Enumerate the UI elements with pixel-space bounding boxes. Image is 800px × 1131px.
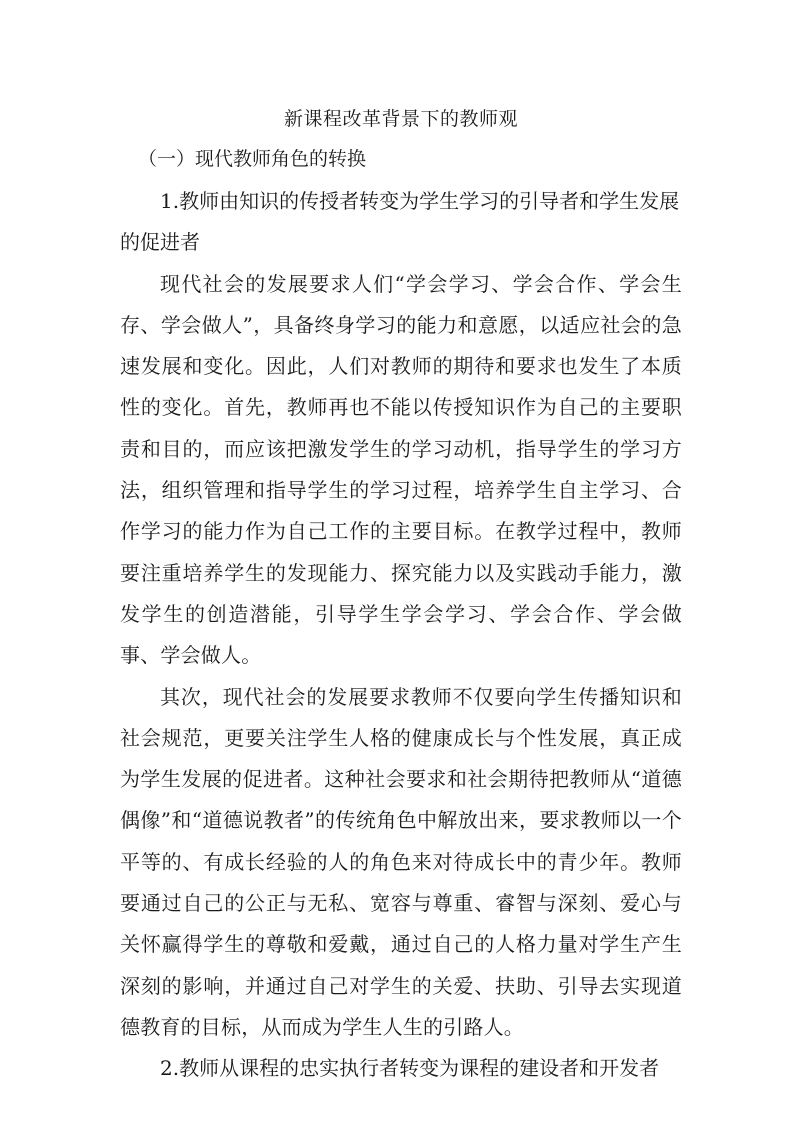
- subheading-1: 1.教师由知识的传授者转变为学生学习的引导者和学生发展的促进者: [120, 189, 680, 255]
- subheading-2: 2.教师从课程的忠实执行者转变为课程的建设者和开发者: [160, 1056, 660, 1081]
- document-title: 新课程改革背景下的教师观: [283, 108, 518, 130]
- paragraph-2: 其次，现代社会的发展要求教师不仅要向学生传播知识和社会规范，更要关注学生人格的健康成长与个性发展，真正成为学生发展的促进者。这种社会要求和社会期待把教师从“道德偶像”和“道德说教者”的传统角色中解放出来，要求教师以一个平等的、有成长经验的人的角色来对待成长中的青少年。教师要通过自己的公正与无私、宽容与尊重、睿智与深刻、爱心与关怀赢得学生的尊敬和爱戴，通过自己的人格力量对学生产生深刻的影响，并通过自己对学生的关爱、扶助、引导去实现道德教育的目标，从而成为学生人生的引路人。: [120, 684, 682, 1039]
- section-heading: （一）现代教师角色的转换: [138, 148, 367, 170]
- paragraph-1: 现代社会的发展要求人们“学会学习、学会合作、学会生存、学会做人”，具备终身学习的能力和意愿，以适应社会的急速发展和变化。因此，人们对教师的期待和要求也发生了本质性的变化。首先，教师再也不能以传授知识作为自己的主要职责和目的，而应该把激发学生的学习动机，指导学生的学习方法，组织管理和指导学生的学习过程，培养学生自主学习、合作学习的能力作为自己工作的主要目标。在教学过程中，教师要注重培养学生的发现能力、探究能力以及实践动手能力，激发学生的创造潜能，引导学生学会学习、学会合作、学会做事、学会做人。: [120, 271, 682, 668]
- document-body: [120, 101, 682, 1090]
